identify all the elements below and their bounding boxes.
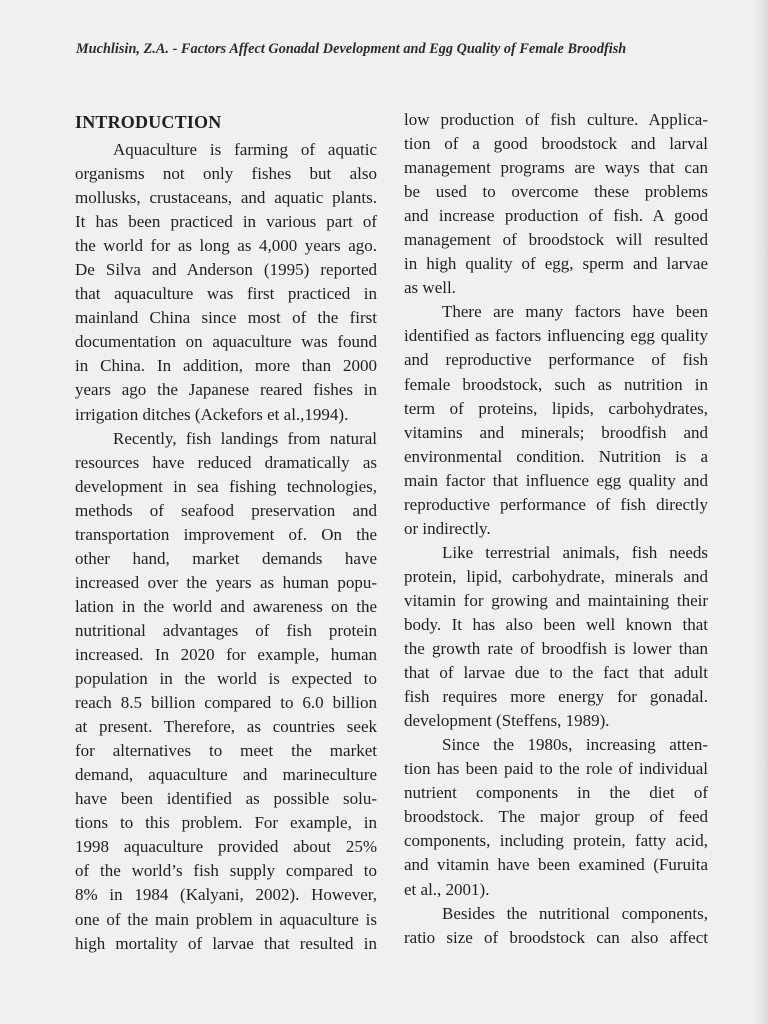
- text-line: as well.: [404, 278, 456, 298]
- text-line: reach 8.5 billion compared to 6.0 billion: [75, 693, 377, 713]
- right-column: [404, 108, 708, 950]
- text-line: Since the 1980s, increasing atten-: [442, 735, 708, 755]
- text-line: irrigation ditches (Ackefors et al.,1994).: [75, 404, 349, 424]
- text-line: and vitamin have been examined (Furuita: [404, 855, 708, 875]
- text-line: It has been practiced in various part of: [75, 212, 377, 232]
- text-line: low production of fish culture. Applica-: [404, 110, 708, 129]
- text-line: vitamins and minerals; broodfish and: [404, 422, 708, 442]
- text-line: mollusks, crustaceans, and aquatic plants.: [75, 188, 377, 208]
- text-line: 1998 aquaculture provided about 25%: [75, 837, 377, 857]
- left-column: [75, 108, 377, 956]
- text-line: increased over the years as human popu-: [75, 572, 377, 592]
- text-line: documentation on aquaculture was found: [75, 332, 377, 352]
- text-line: tion of a good broodstock and larval: [404, 134, 708, 154]
- text-line: Besides the nutritional components,: [442, 903, 708, 923]
- text-line: years ago the Japanese reared fishes in: [75, 380, 377, 400]
- text-line: that of larvae due to the fact that adult: [404, 663, 708, 683]
- text-line: environmental condition. Nutrition is a: [404, 446, 708, 466]
- text-line: et al., 2001).: [404, 879, 490, 899]
- text-line: methods of seafood preservation and: [75, 500, 377, 520]
- text-line: broodstock. The major group of feed: [404, 807, 708, 827]
- text-line: and reproductive performance of fish: [404, 350, 708, 370]
- text-line: high mortality of larvae that resulted in: [75, 933, 377, 953]
- text-line: that aquaculture was first practiced in: [75, 284, 377, 304]
- text-line: ratio size of broodstock can also affect: [404, 927, 708, 947]
- text-line: organisms not only fishes but also: [75, 164, 377, 184]
- text-line: tion has been paid to the role of individual: [404, 759, 708, 779]
- text-line: 8% in 1984 (Kalyani, 2002). However,: [75, 885, 377, 905]
- text-line: the growth rate of broodfish is lower than: [404, 639, 708, 659]
- text-line: management of broodstock will resulted: [404, 230, 708, 250]
- text-line: be used to overcome these problems: [404, 182, 708, 202]
- text-line: nutrient components in the diet of: [404, 783, 708, 803]
- text-line: management programs are ways that can: [404, 158, 708, 178]
- text-line: components, including protein, fatty acid,: [404, 831, 708, 851]
- text-line: development (Steffens, 1989).: [404, 711, 610, 731]
- text-line: transportation improvement of. On the: [75, 524, 377, 544]
- text-line: in China. In addition, more than 2000: [75, 356, 377, 376]
- text-line: main factor that influence egg quality and: [404, 470, 708, 490]
- text-line: have been identified as possible solu-: [75, 789, 377, 809]
- text-line: reproductive performance of fish directly: [404, 494, 708, 514]
- text-line: demand, aquaculture and marineculture: [75, 765, 377, 785]
- text-line: resources have reduced dramatically as: [75, 452, 377, 472]
- text-line: female broodstock, such as nutrition in: [404, 374, 708, 394]
- text-line: body. It has also been well known that: [404, 614, 708, 634]
- text-line: and increase production of fish. A good: [404, 206, 708, 226]
- text-line: one of the main problem in aquaculture is: [75, 909, 377, 929]
- text-line: term of proteins, lipids, carbohydrates,: [404, 398, 708, 418]
- text-line: Like terrestrial animals, fish needs: [442, 542, 708, 562]
- section-heading-introduction: INTRODUCTION: [75, 112, 222, 132]
- text-line: De Silva and Anderson (1995) reported: [75, 260, 377, 280]
- text-line: Aquaculture is farming of aquatic: [113, 140, 377, 159]
- text-line: vitamin for growing and maintaining their: [404, 590, 708, 610]
- text-line: at present. Therefore, as countries seek: [75, 717, 377, 737]
- text-line: other hand, market demands have: [75, 548, 377, 568]
- text-line: for alternatives to meet the market: [75, 741, 377, 761]
- text-line: tions to this problem. For example, in: [75, 813, 377, 833]
- text-line: identified as factors influencing egg quality: [404, 326, 708, 346]
- running-header: Muchlisin, Z.A. - Factors Affect Gonadal Development and Egg Quality of Female Broodfish: [76, 41, 627, 57]
- text-line: mainland China since most of the first: [75, 308, 377, 328]
- page-edge-shadow: [754, 0, 768, 1024]
- text-line: fish requires more energy for gonadal.: [404, 687, 708, 707]
- text-line: protein, lipid, carbohydrate, minerals and: [404, 566, 708, 586]
- text-line: population in the world is expected to: [75, 669, 377, 689]
- text-line: or indirectly.: [404, 518, 491, 538]
- text-line: lation in the world and awareness on the: [75, 596, 377, 616]
- text-line: Recently, fish landings from natural: [113, 428, 377, 448]
- text-line: of the world’s fish supply compared to: [75, 861, 377, 881]
- text-line: nutritional advantages of fish protein: [75, 620, 377, 640]
- text-line: in high quality of egg, sperm and larvae: [404, 254, 708, 274]
- text-line: increased. In 2020 for example, human: [75, 644, 377, 664]
- text-line: There are many factors have been: [442, 302, 708, 322]
- text-line: development in sea fishing technologies,: [75, 476, 377, 496]
- text-line: the world for as long as 4,000 years ago.: [75, 236, 377, 256]
